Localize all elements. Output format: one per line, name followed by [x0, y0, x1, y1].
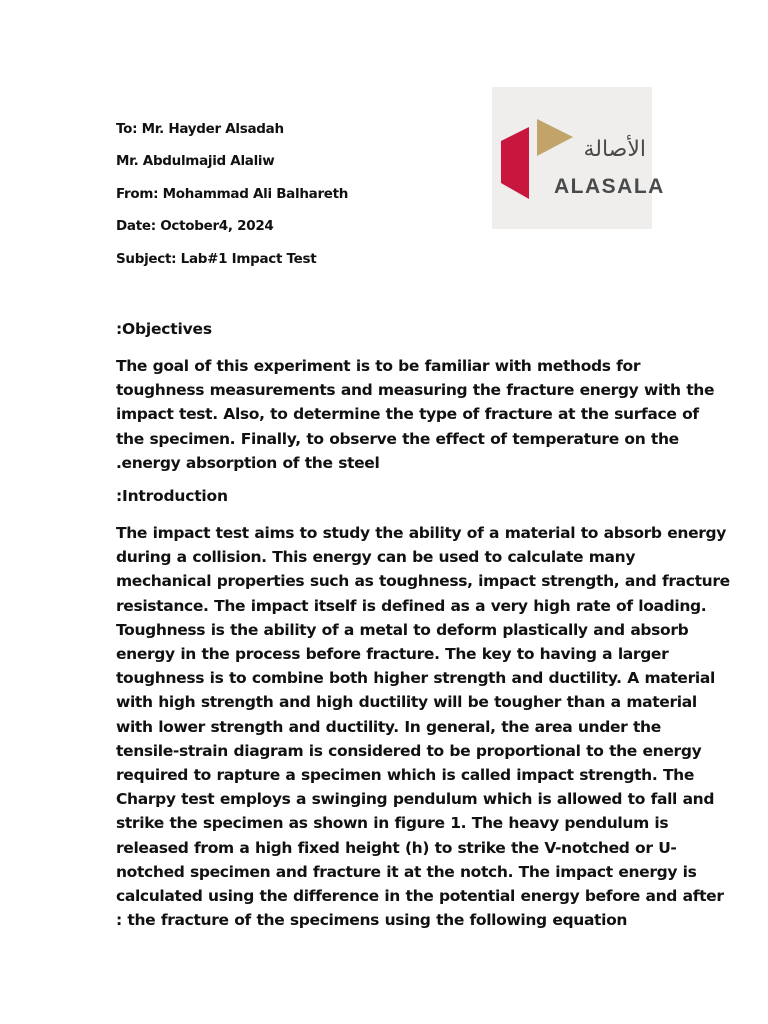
alasala-logo — [492, 87, 665, 229]
introduction-line: toughness is to combine both higher strength and ductility. A material — [116, 669, 715, 688]
memo-date: Date: October4, 2024 — [116, 218, 274, 234]
introduction-paragraph — [116, 521, 730, 932]
introduction-line: tensile-strain diagram is considered to be proportional to the energy — [116, 741, 702, 760]
introduction-line: with high strength and high ductility will be tougher than a material — [116, 693, 697, 712]
objectives-paragraph — [116, 354, 715, 475]
introduction-line: released from a high fixed height (h) to strike the V-notched or U- — [116, 838, 677, 857]
objectives-line: The goal of this experiment is to be familiar with methods for — [116, 357, 641, 375]
introduction-line: mechanical properties such as toughness, impact strength, and fracture — [116, 572, 730, 591]
introduction-line: Charpy test employs a swinging pendulum which is allowed to fall and — [116, 790, 715, 809]
memo-from: From: Mohammad Ali Balhareth — [116, 186, 349, 202]
logo-arabic-text: الأصالة — [583, 137, 646, 162]
memo-to: To: Mr. Hayder Alsadah — [116, 121, 284, 137]
objectives-line: the specimen. Finally, to observe the effect of temperature on the — [116, 429, 679, 448]
introduction-line: required to rapture a specimen which is called impact strength. The — [116, 766, 695, 785]
memo-subject: Subject: Lab#1 Impact Test — [116, 251, 317, 267]
objectives-line: impact test. Also, to determine the type of fracture at the surface of — [116, 405, 699, 424]
introduction-line: : the fracture of the specimens using the following equation — [116, 911, 628, 930]
objectives-line: toughness measurements and measuring the fracture energy with the — [116, 381, 715, 400]
objectives-line: .energy absorption of the steel — [116, 453, 380, 472]
logo-red-shape — [501, 127, 529, 199]
introduction-heading: :Introduction — [116, 487, 228, 505]
introduction-line: during a collision. This energy can be used to calculate many — [116, 548, 636, 567]
introduction-line: energy in the process before fracture. The key to having a larger — [116, 645, 669, 664]
memo-cc: Mr. Abdulmajid Alaliw — [116, 153, 275, 169]
introduction-line: Toughness is the ability of a metal to deform plastically and absorb — [116, 620, 689, 639]
introduction-line: The impact test aims to study the ability of a material to absorb energy — [116, 524, 727, 542]
introduction-line: notched specimen and fracture it at the notch. The impact energy is — [116, 862, 697, 881]
introduction-line: resistance. The impact itself is defined as a very high rate of loading. — [116, 596, 707, 615]
introduction-line: with lower strength and ductility. In general, the area under the — [116, 717, 661, 736]
objectives-heading: :Objectives — [116, 320, 212, 338]
logo-english-text: ALASALA — [554, 175, 665, 198]
introduction-line: calculated using the difference in the potential energy before and after — [116, 887, 724, 906]
introduction-line: strike the specimen as shown in figure 1. The heavy pendulum is — [116, 814, 669, 833]
